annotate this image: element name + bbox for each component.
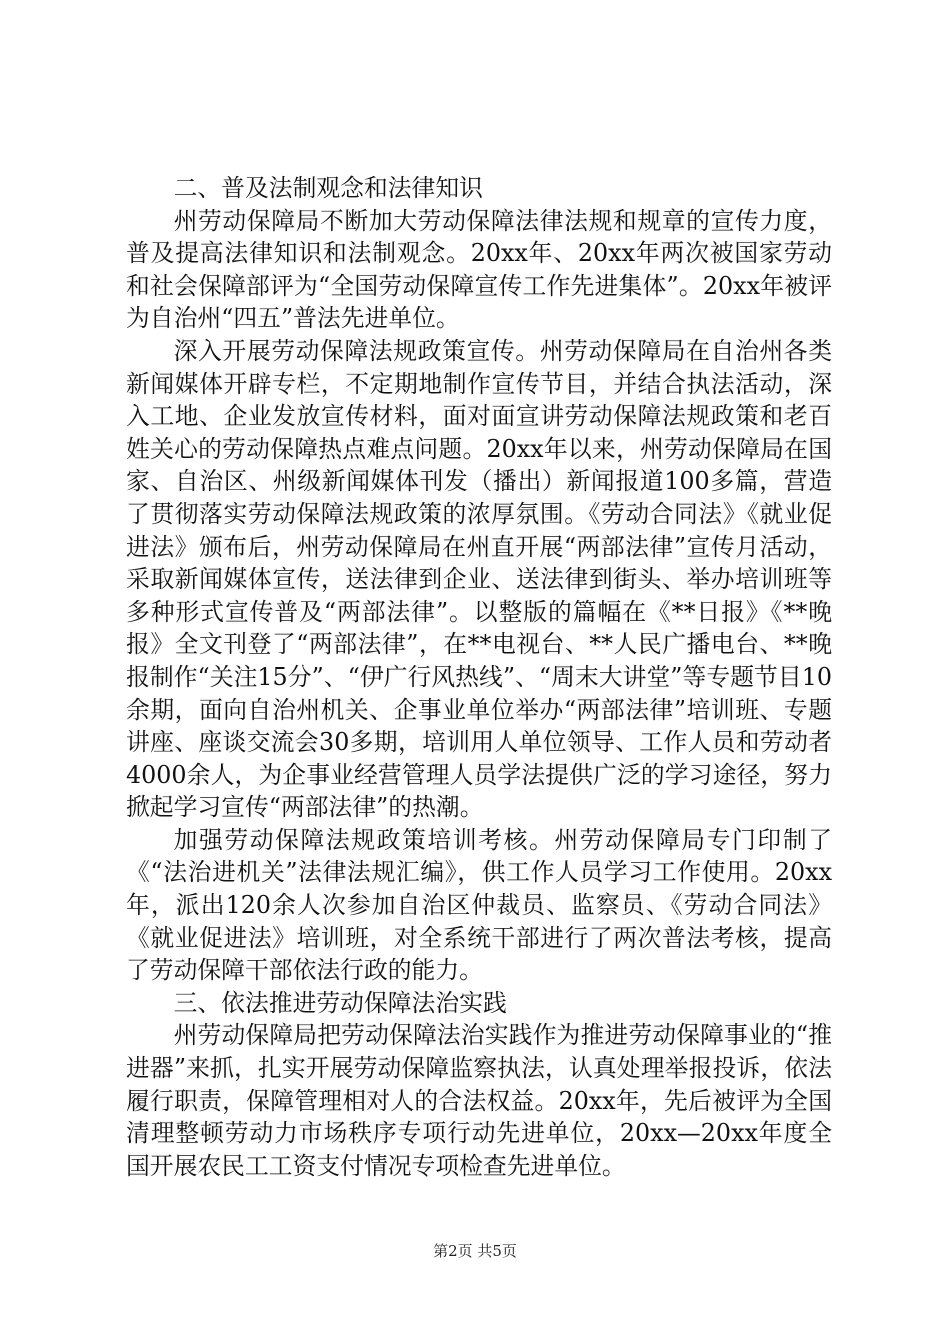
document-body [126, 172, 832, 1182]
paragraph: 州劳动保障局不断加大劳动保障法律法规和规章的宣传力度，普及提高法律知识和法制观念。20xx年、20xx年两次被国家劳动和社会保障部评为“全国劳动保障宣传工作先进集体”。20xx年被评为自治州“四五”普法先进单位。 [126, 206, 832, 333]
page-number-footer: 第2页 共5页 [433, 1242, 517, 1260]
paragraph: 深入开展劳动保障法规政策宣传。州劳动保障局在自治州各类新闻媒体开辟专栏，不定期地制作宣传节目，并结合执法活动，深入工地、企业发放宣传材料，面对面宣讲劳动保障法规政策和老百姓关心的劳动保障热点难点问题。20xx年以来，州劳动保障局在国家、自治区、州级新闻媒体刊发（播出）新闻报道100多篇，营造了贯彻落实劳动保障法规政策的浓厚氛围。《劳动合同法》《就业促进法》颁布后，州劳动保障局在州直开展“两部法律”宣传月活动，采取新闻媒体宣传，送法律到企业、送法律到街头、举办培训班等多种形式宣传普及“两部法律”。以整版的篇幅在《**日报》《**晚报》全文刊登了“两部法律”，在**电视台、**人民广播电台、**晚报制作“关注15分”、“伊广行风热线”、“周末大讲堂”等专题节目10余期，面向自治州机关、企事业单位举办“两部法律”培训班、专题讲座、座谈交流会30多期，培训用人单位领导、工作人员和劳动者4000余人，为企事业经营管理人员学法提供广泛的学习途径，努力掀起学习宣传“两部法律”的热潮。 [126, 336, 832, 822]
section-heading-2: 二、普及法制观念和法律知识 [173, 174, 483, 202]
paragraph: 州劳动保障局把劳动保障法治实践作为推进劳动保障事业的“推进器”来抓，扎实开展劳动保障监察执法，认真处理举报投诉，依法履行职责，保障管理相对人的合法权益。20xx年，先后被评为全国清理整顿劳动力市场秩序专项行动先进单位，20xx—20xx年度全国开展农民工工资支付情况专项检查先进单位。 [126, 1021, 832, 1180]
section-heading-3: 三、依法推进劳动保障法治实践 [173, 988, 507, 1017]
paragraph: 加强劳动保障法规政策培训考核。州劳动保障局专门印制了《“法治进机关”法律法规汇编》，供工作人员学习工作使用。20xx年，派出120余人次参加自治区仲裁员、监察员、《劳动合同法》《就业促进法》培训班，对全系统干部进行了两次普法考核，提高了劳动保障干部依法行政的能力。 [126, 825, 832, 985]
